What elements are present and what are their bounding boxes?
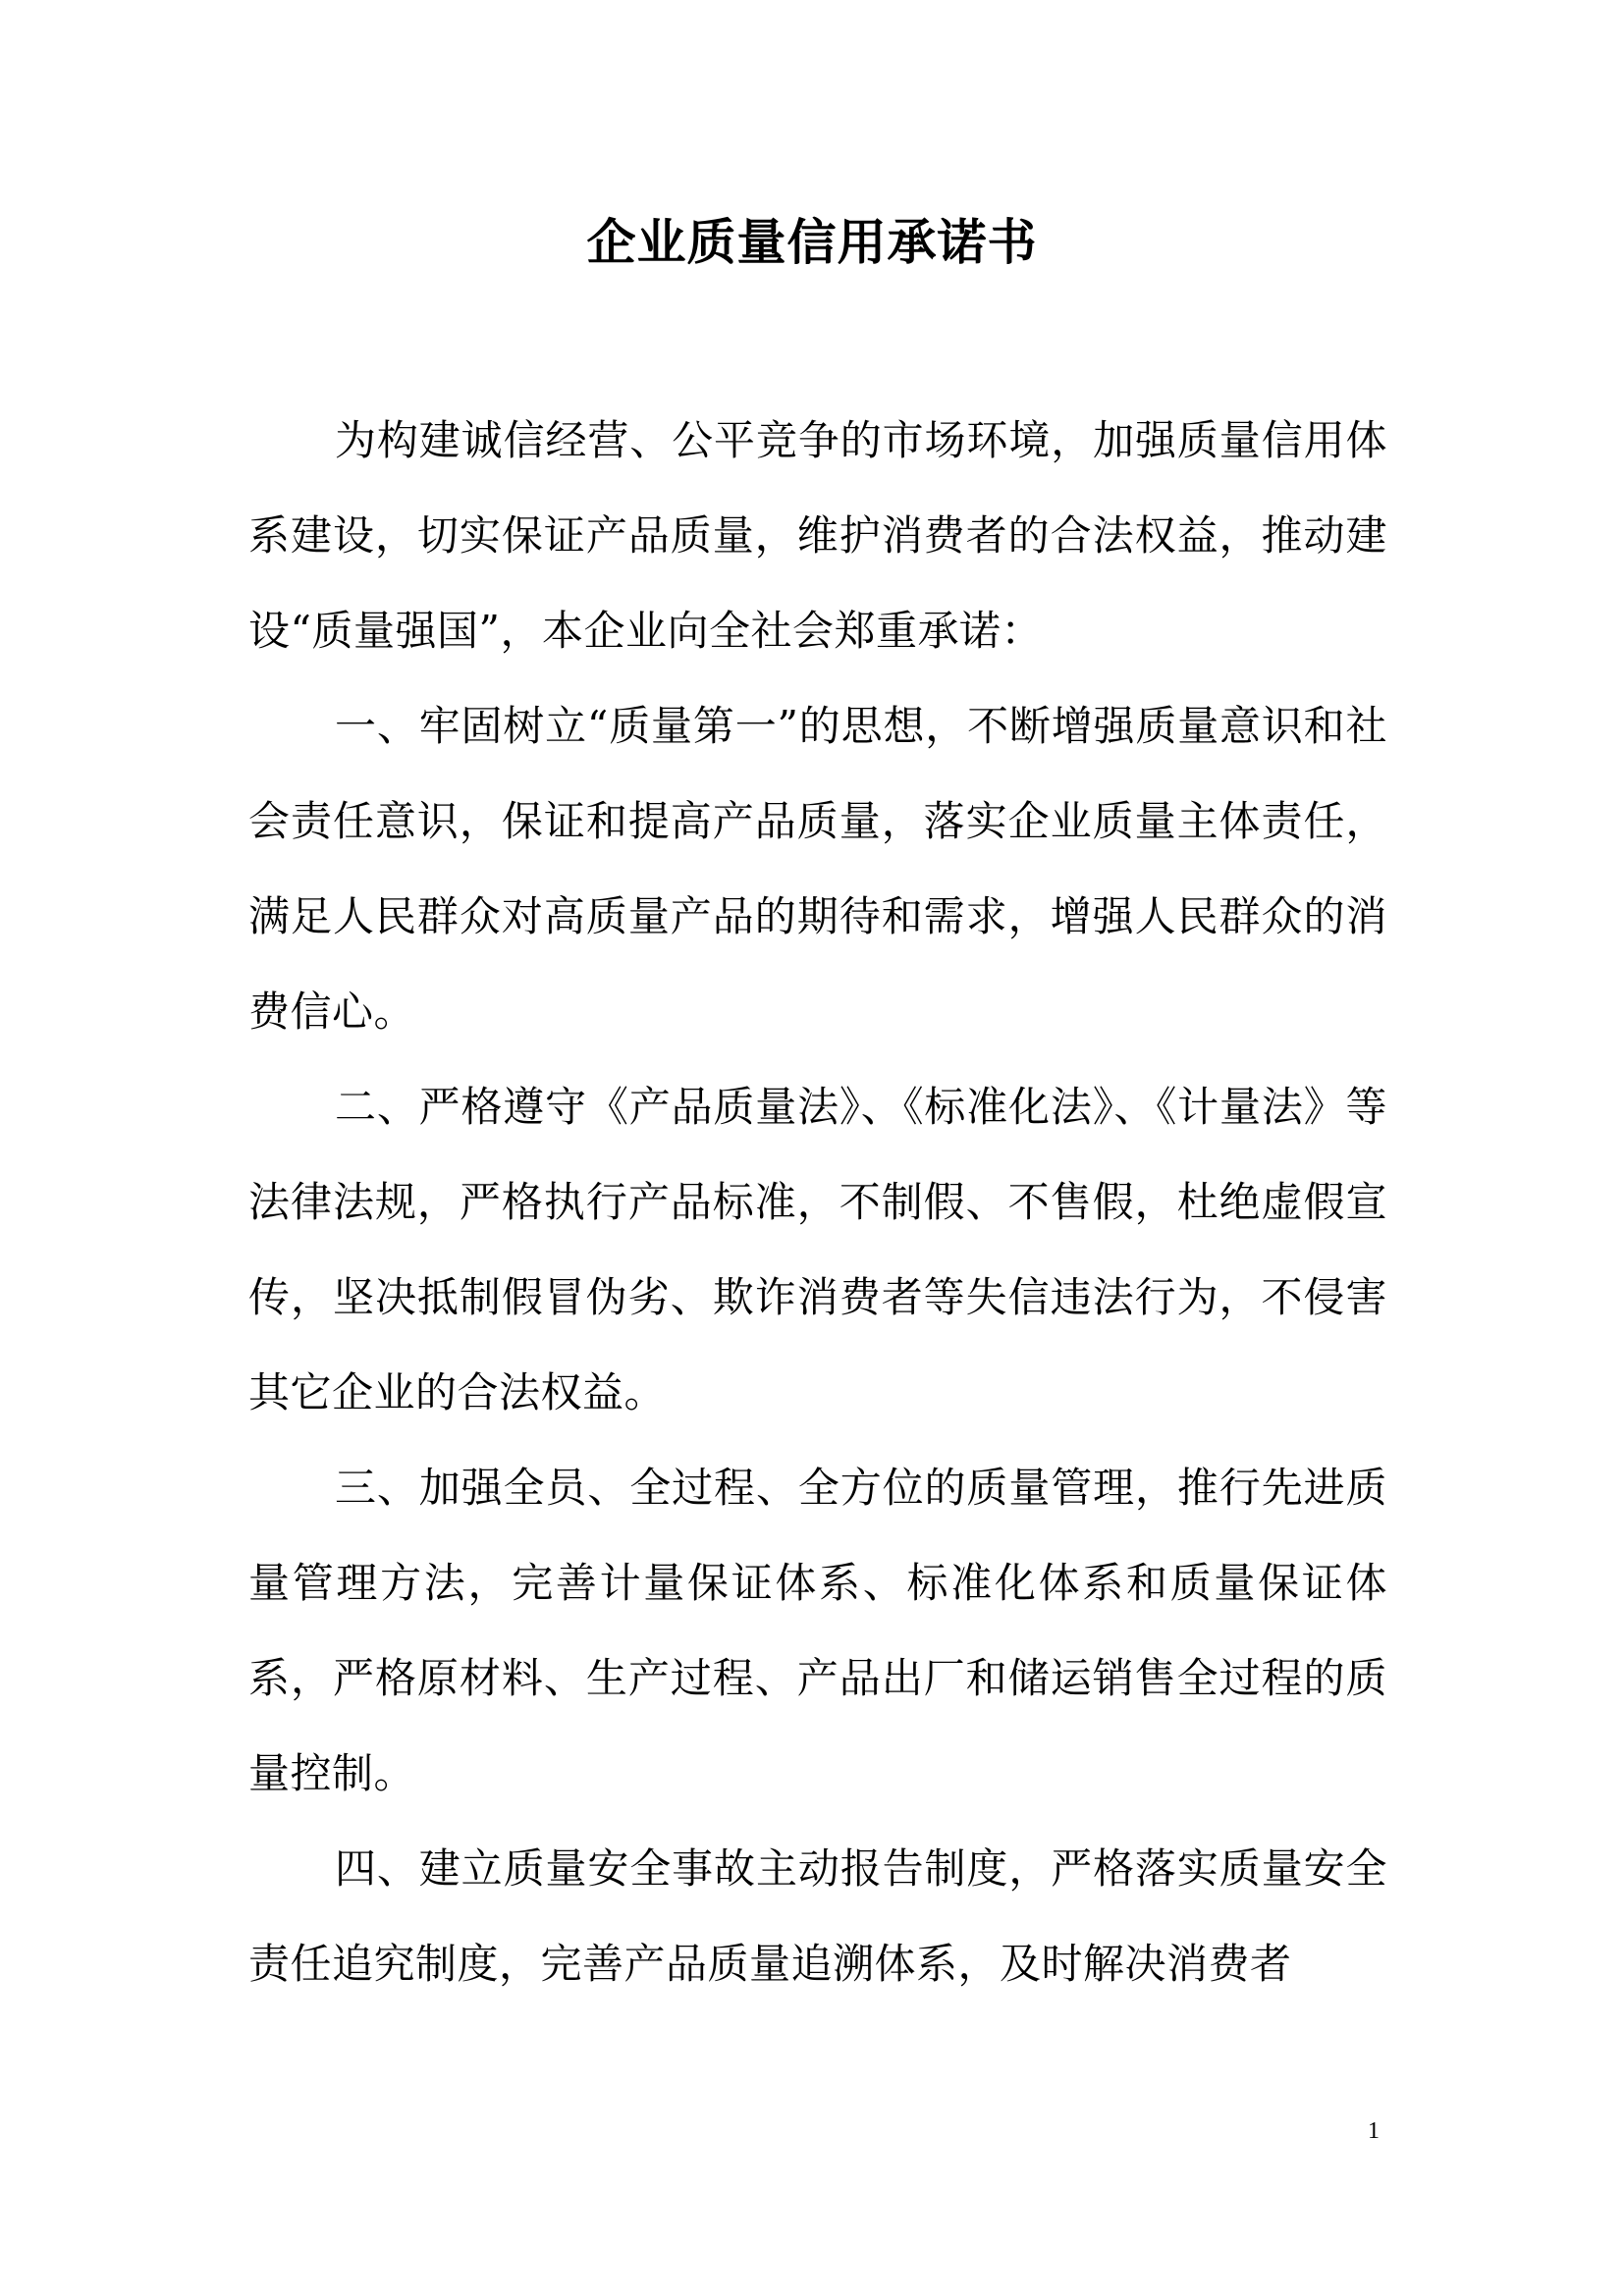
document-body	[248, 393, 1387, 2011]
document-title: 企业质量信用承诺书	[586, 214, 1038, 271]
paragraph-item-3: 三、加强全员、全过程、全方位的质量管理，推行先进质量管理方法，完善计量保证体系、标准化体系和质量保证体系，严格原材料、生产过程、产品出厂和储运销售全过程的质量控制。	[248, 1464, 1387, 1797]
paragraph-item-1: 一、牢固树立“质量第一”的思想，不断增强质量意识和社会责任意识，保证和提高产品质量，落实企业质量主体责任，满足人民群众对高质量产品的期待和需求，增强人民群众的消费信心。	[248, 702, 1387, 1036]
page-number: 1	[1368, 2118, 1380, 2144]
paragraph-item-2: 二、严格遵守《产品质量法》、《标准化法》、《计量法》等法律法规，严格执行产品标准，不制假、不售假，杜绝虚假宣传，坚决抵制假冒伪劣、欺诈消费者等失信违法行为，不侵害其它企业的合法权益。	[248, 1083, 1387, 1416]
paragraph-intro: 为构建诚信经营、公平竞争的市场环境，加强质量信用体系建设，切实保证产品质量，维护消费者的合法权益，推动建设“质量强国”，本企业向全社会郑重承诺：	[248, 416, 1387, 655]
paragraph-item-4: 四、建立质量安全事故主动报告制度，严格落实质量安全责任追究制度，完善产品质量追溯体系，及时解决消费者	[248, 1844, 1387, 1988]
